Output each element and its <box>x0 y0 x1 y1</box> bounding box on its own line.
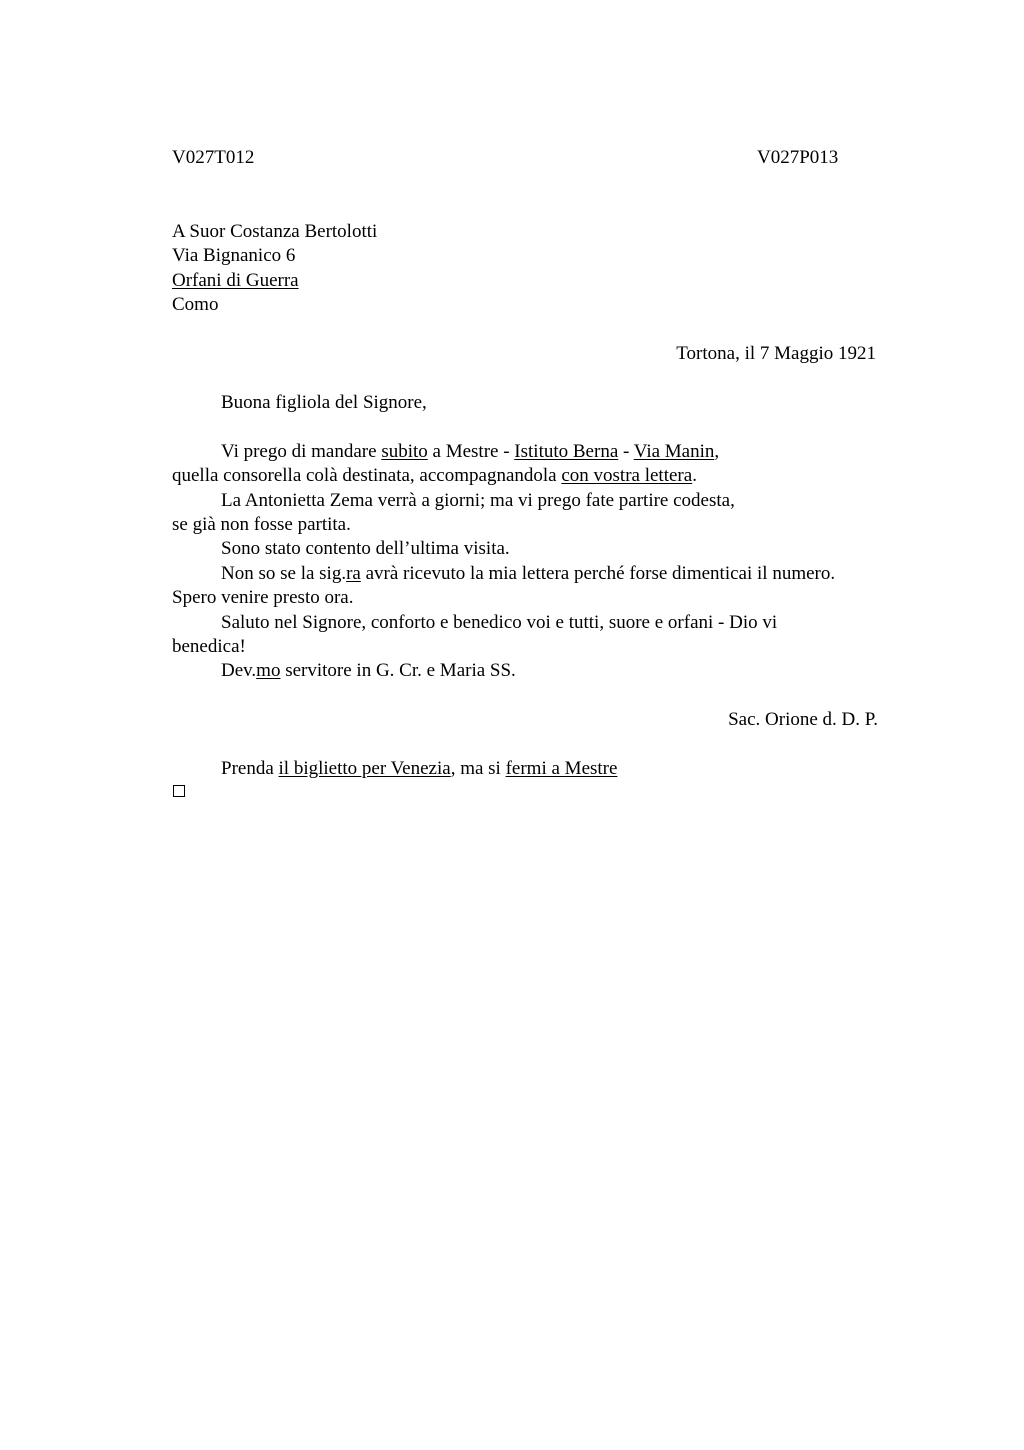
address-line-street: Via Bignanico 6 <box>172 245 296 266</box>
body-line <box>221 440 719 464</box>
underlined-text: ra <box>346 563 361 584</box>
underlined-text: mo <box>256 660 281 681</box>
text-run: - <box>618 441 634 462</box>
body-line: Saluto nel Signore, conforto e benedico voi e tutti, suore e orfani - Dio vi <box>221 612 778 633</box>
letter-date: Tortona, il 7 Maggio 1921 <box>676 343 876 364</box>
text-run: Dev. <box>221 660 257 681</box>
address-line-institution: Orfani di Guerra <box>172 270 299 291</box>
underlined-text: il biglietto per Venezia <box>278 758 451 779</box>
underlined-text: Via Manin <box>633 441 715 462</box>
empty-square-symbol <box>173 785 185 797</box>
underlined-text: con vostra lettera <box>561 465 693 486</box>
text-run: Non so se la sig. <box>221 563 347 584</box>
body-line: benedica! <box>172 636 246 657</box>
text-run: , <box>714 441 720 462</box>
address-line-city: Como <box>172 294 219 315</box>
text-run: , ma si <box>450 758 506 779</box>
text-run: a Mestre - <box>427 441 515 462</box>
body-line: Spero venire presto ora. <box>172 587 354 608</box>
body-line: se già non fosse partita. <box>172 514 351 535</box>
body-line: La Antonietta Zema verrà a giorni; ma vi prego fate partire codesta, <box>221 490 735 511</box>
right-document-code: V027P013 <box>757 147 839 168</box>
text-run: servitore in G. Cr. e Maria SS. <box>280 660 516 681</box>
underlined-text: Istituto Berna <box>514 441 619 462</box>
text-run: avrà ricevuto la mia lettera perché forse dimenticai il numero. <box>360 563 836 584</box>
underlined-text: subito <box>381 441 428 462</box>
body-line: Sono stato contento dell’ultima visita. <box>221 538 510 559</box>
body-line <box>221 659 516 683</box>
salutation: Buona figliola del Signore, <box>221 392 427 413</box>
body-line <box>172 464 697 488</box>
postscript <box>221 757 617 781</box>
text-run: Vi prego di mandare <box>221 441 382 462</box>
left-document-code: V027T012 <box>172 147 255 168</box>
underlined-text: fermi a Mestre <box>505 758 618 779</box>
text-run: Prenda <box>221 758 279 779</box>
text-run: . <box>692 465 697 486</box>
signature: Sac. Orione d. D. P. <box>728 709 878 730</box>
address-line-recipient: A Suor Costanza Bertolotti <box>172 221 378 242</box>
text-run: quella consorella colà destinata, accompagnandola <box>172 465 562 486</box>
body-line <box>221 562 835 586</box>
